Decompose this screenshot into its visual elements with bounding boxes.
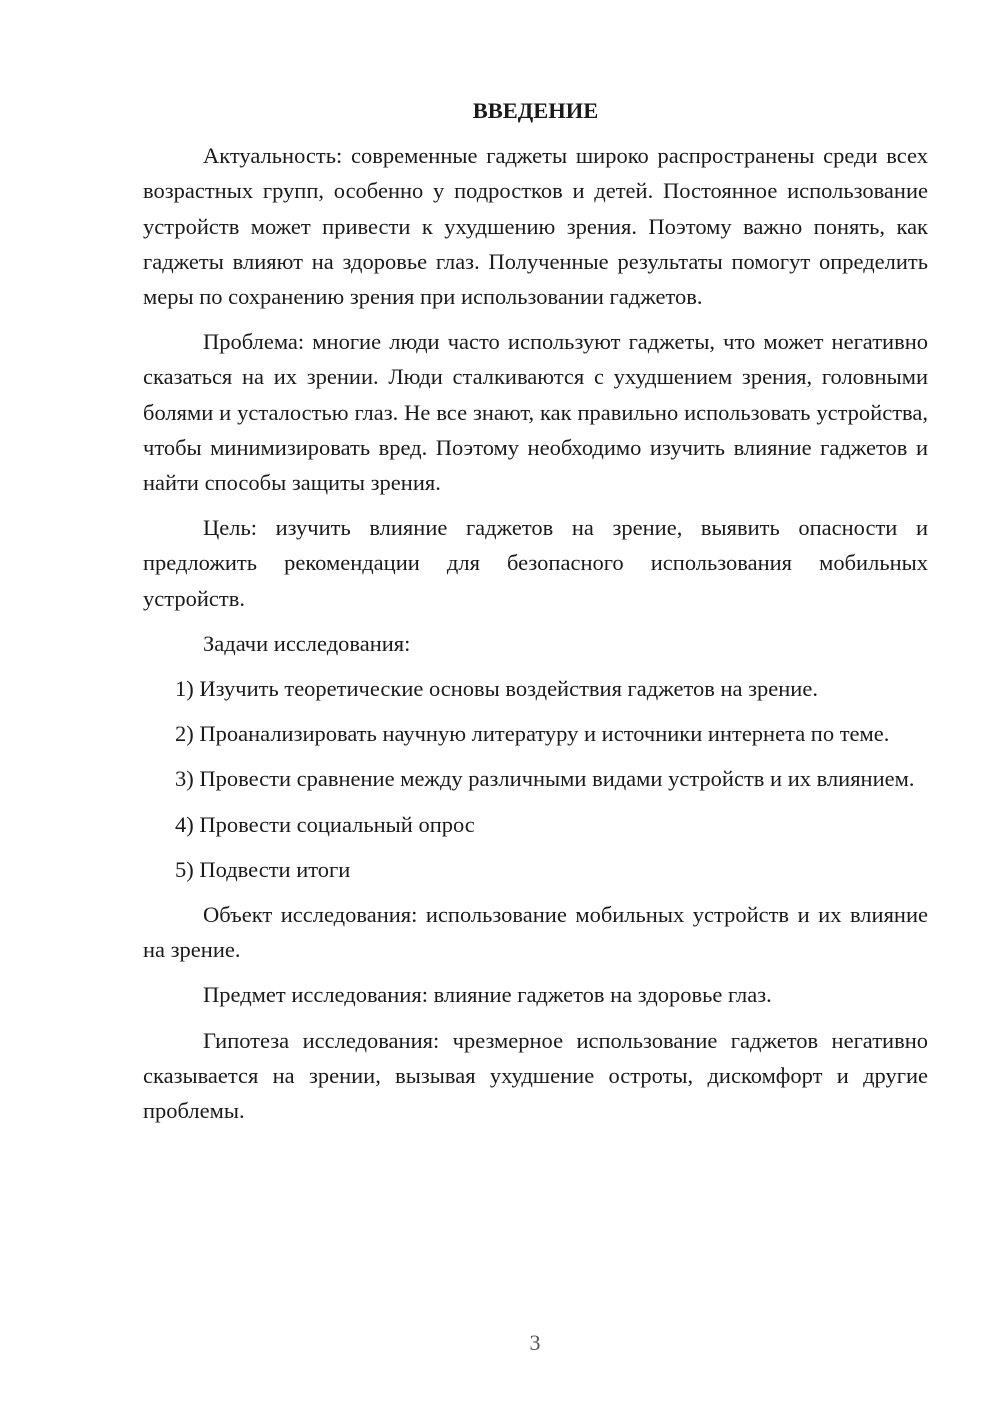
page-content <box>143 93 928 1138</box>
tasks-title: Задачи исследования: <box>203 630 411 656</box>
relevance-paragraph: Актуальность: современные гаджеты широко распространены среди всех возрастных групп, особенно у подростков и детей. Постоянное использование устройств может привести к ухудшению зрения. Поэтому важно понять, как гаджеты влияют на здоровье глаз. Полученные результаты помогут определить меры по сохранению зрения при использовании гаджетов. <box>143 143 928 310</box>
subject-paragraph: Предмет исследования: влияние гаджетов на здоровье глаз. <box>203 982 772 1008</box>
task-item-2: 2) Проанализировать научную литературу и источники интернета по теме. <box>175 721 890 747</box>
task-item-5: 5) Подвести итоги <box>175 856 351 882</box>
task-item-1: 1) Изучить теоретические основы воздействия гаджетов на зрение. <box>175 676 818 702</box>
section-heading: ВВЕДЕНИЕ <box>472 98 599 123</box>
hypothesis-paragraph: Гипотеза исследования: чрезмерное использование гаджетов негативно сказывается на зрении, вызывая ухудшение остроты, дискомфорт и другие проблемы. <box>143 1027 928 1124</box>
object-paragraph: Объект исследования: использование мобильных устройств и их влияние на зрение. <box>143 902 928 963</box>
problem-paragraph: Проблема: многие люди часто используют гаджеты, что может негативно сказаться на их зрении. Люди сталкиваются с ухудшением зрения, головными болями и усталостью глаз. Не все знают, как правильно использовать устройства, чтобы минимизировать вред. Поэтому необходимо изучить влияние гаджетов и найти способы защиты зрения. <box>143 329 928 496</box>
page-number: 3 <box>529 1330 541 1355</box>
task-item-3: 3) Провести сравнение между различными видами устройств и их влиянием. <box>175 766 915 792</box>
goal-paragraph: Цель: изучить влияние гаджетов на зрение, выявить опасности и предложить рекомендации для безопасного использования мобильных устройств. <box>143 515 928 611</box>
task-item-4: 4) Провести социальный опрос <box>175 811 475 837</box>
